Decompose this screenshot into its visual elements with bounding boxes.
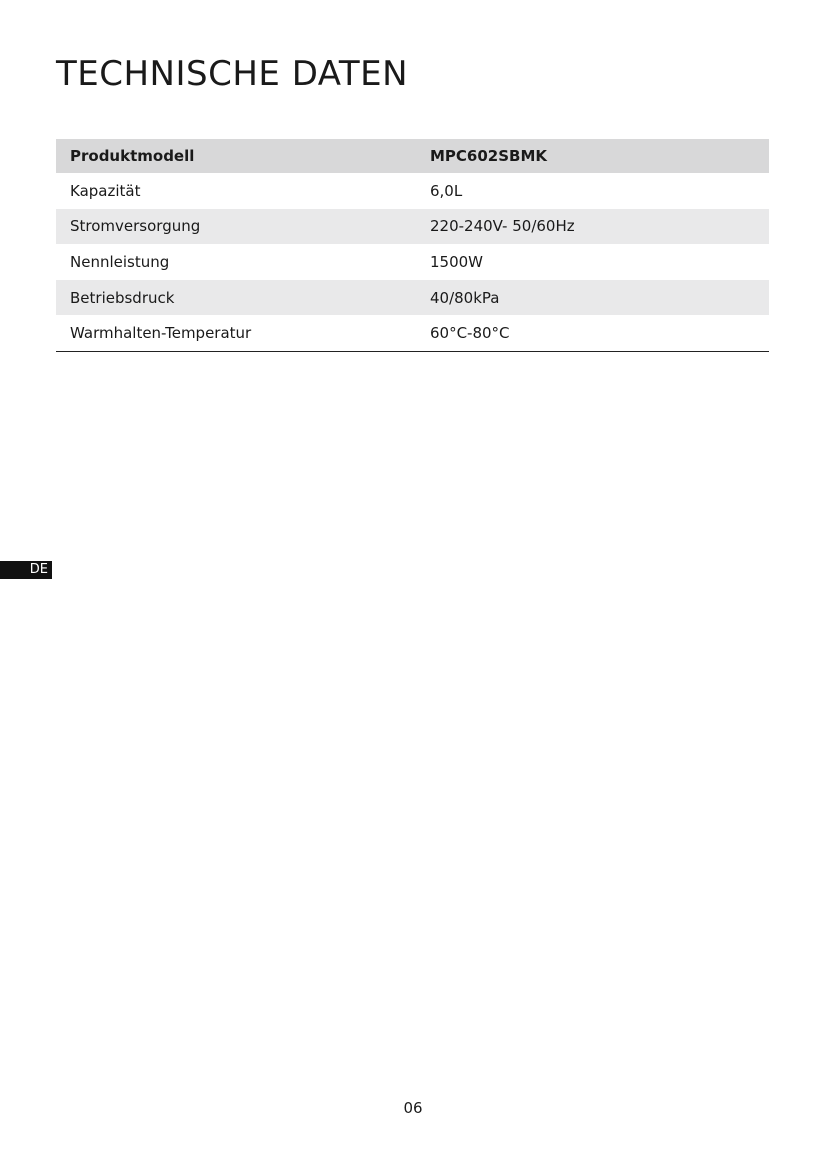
header-value: MPC602SBMK [430, 139, 769, 173]
row-label: Kapazität [70, 181, 141, 200]
row-label: Nennleistung [70, 252, 170, 271]
row-value: 40/80kPa [430, 280, 769, 316]
table-row [56, 280, 769, 316]
row-value: 6,0L [430, 181, 463, 200]
page-title: TECHNISCHE DATEN [56, 54, 409, 94]
table-row [56, 315, 769, 351]
table-row [56, 244, 769, 280]
row-value: 220-240V- 50/60Hz [430, 209, 769, 245]
row-value: 1500W [430, 252, 484, 271]
table-row [56, 173, 769, 209]
spec-table [56, 139, 769, 352]
page-number: 06 [403, 1099, 423, 1117]
table-header-row [56, 139, 769, 173]
row-value: 60°C-80°C [430, 315, 769, 351]
row-label: Warmhalten-Temperatur [56, 315, 430, 351]
row-label: Stromversorgung [56, 209, 430, 245]
table-row [56, 209, 769, 245]
language-tab: DE [0, 561, 52, 579]
header-label: Produktmodell [56, 139, 430, 173]
row-label: Betriebsdruck [56, 280, 430, 316]
